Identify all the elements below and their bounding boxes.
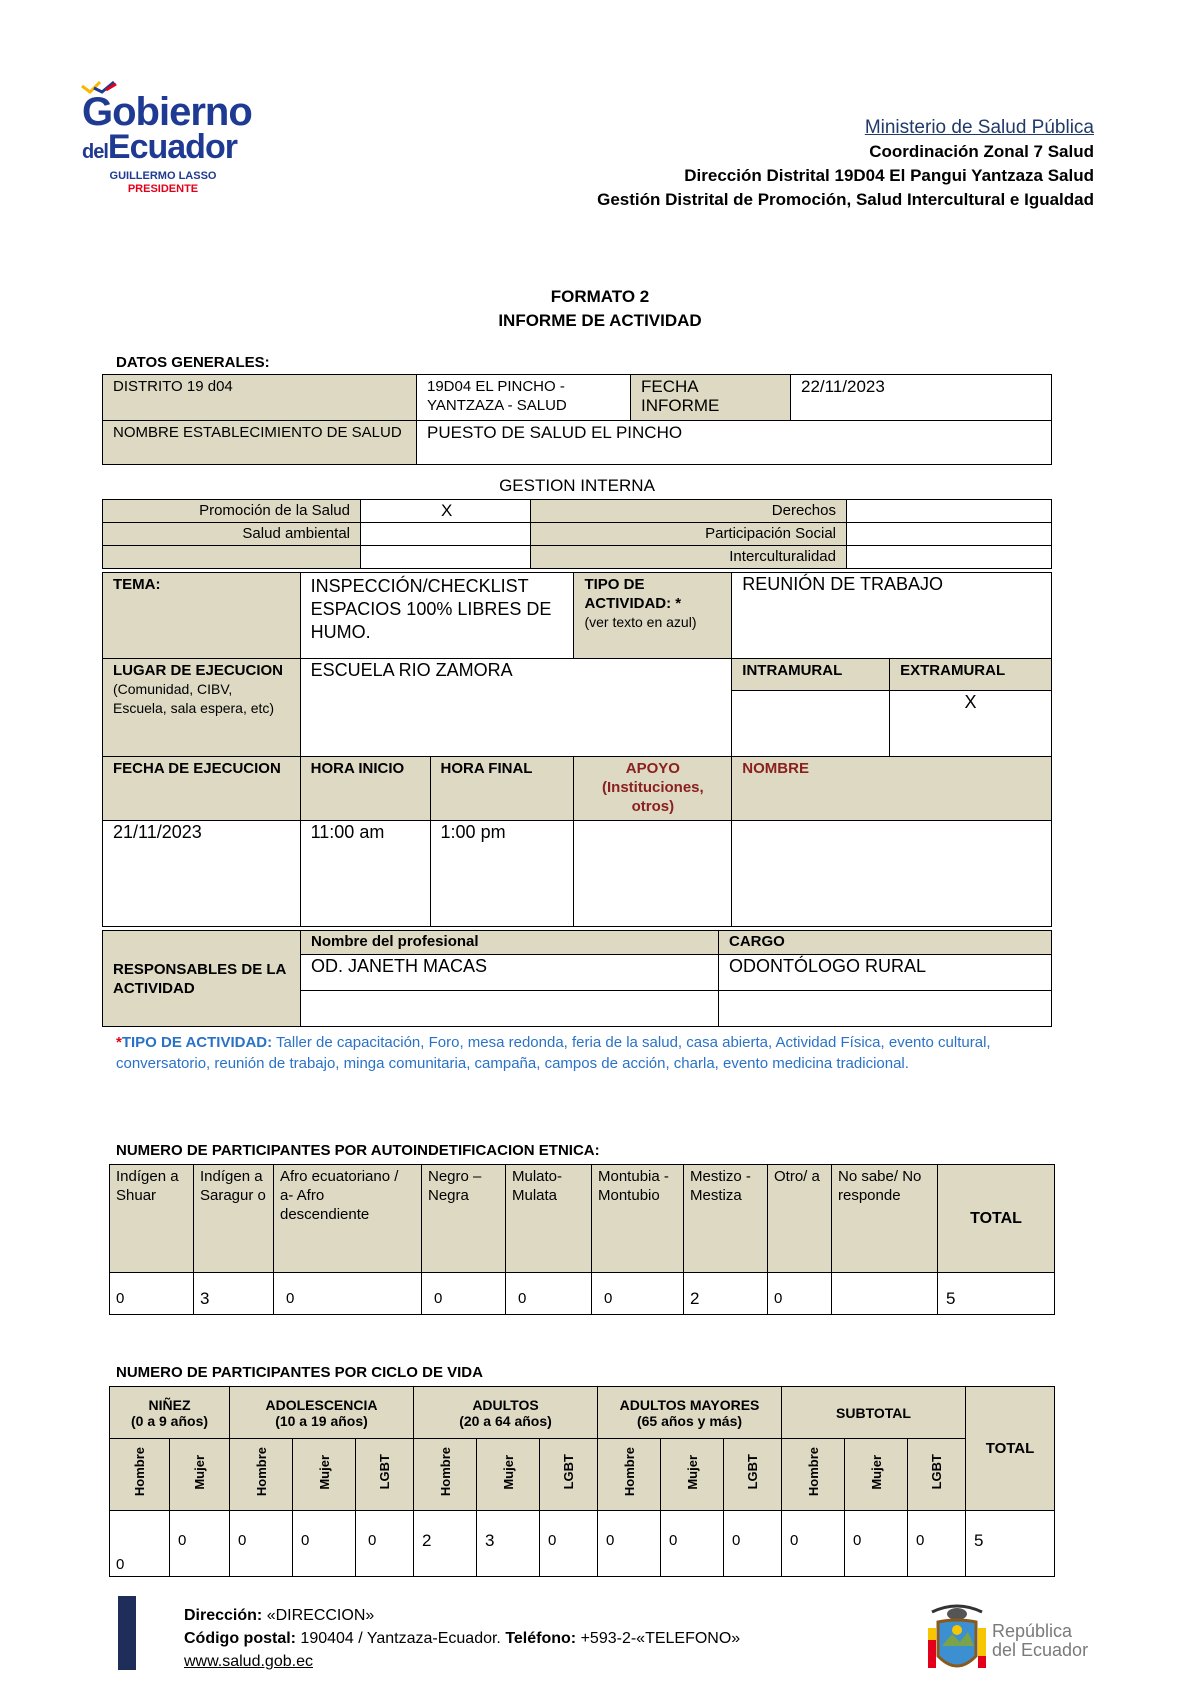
establecimiento-value: PUESTO DE SALUD EL PINCHO (417, 421, 1052, 465)
tipo-actividad-cell (574, 573, 732, 659)
header-line3: Dirección Distrital 19D04 El Pangui Yantzaza Salud (684, 166, 1094, 185)
ciclo-sub-6: Mujer (477, 1439, 540, 1511)
participacion-social-label: Participación Social (531, 523, 847, 546)
footer-text (184, 1604, 740, 1673)
ciclo-sub-4: LGBT (356, 1439, 414, 1511)
etnica-header-7: Otro/ a (768, 1165, 832, 1273)
etnica-header-5: Montubia - Montubio (592, 1165, 684, 1273)
nombre-label: NOMBRE (732, 757, 1052, 821)
actividad-table (102, 572, 1052, 927)
profesional-label: Nombre del profesional (301, 931, 719, 955)
ciclo-value-3: 0 (293, 1511, 356, 1577)
ciclo-value-6: 3 (477, 1511, 540, 1577)
ciclo-sub-2: Hombre (230, 1439, 293, 1511)
extramural-mark: X (890, 691, 1052, 757)
ciclo-group-ninez: NIÑEZ (0 a 9 años) (110, 1387, 230, 1439)
etnica-header-0: Indígen a Shuar (110, 1165, 194, 1273)
ciclo-sub-5: Hombre (414, 1439, 477, 1511)
promocion-salud-label: Promoción de la Salud (103, 500, 361, 523)
apoyo-label: APOYO (Instituciones, otros) (574, 757, 732, 821)
hora-inicio-label: HORA INICIO (300, 757, 430, 821)
ciclo-sub-header-row (110, 1439, 1055, 1511)
salud-ambiental-label: Salud ambiental (103, 523, 361, 546)
ciclo-value-0: 0 (110, 1511, 170, 1577)
cargo-value: ODONTÓLOGO RURAL (719, 955, 1052, 991)
interculturalidad-label: Interculturalidad (531, 546, 847, 569)
hora-final-value: 1:00 pm (430, 821, 574, 927)
hora-final-label: HORA FINAL (430, 757, 574, 821)
ciclo-title: NUMERO DE PARTICIPANTES POR CICLO DE VIDA (116, 1364, 483, 1381)
ciclo-value-9: 0 (661, 1511, 724, 1577)
ciclo-sub-3: Mujer (293, 1439, 356, 1511)
responsables-label: RESPONSABLES DE LA ACTIVIDAD (103, 931, 301, 1027)
ciclo-value-1: 0 (170, 1511, 230, 1577)
profesional-empty (301, 991, 719, 1027)
ciclo-group-subtotal: SUBTOTAL (782, 1387, 966, 1439)
footer-website-link[interactable]: www.salud.gob.ec (184, 1653, 313, 1670)
logo-line1: Gobierno (82, 90, 252, 134)
ciclo-group-adolescencia: ADOLESCENCIA (10 a 19 años) (230, 1387, 414, 1439)
tema-label: TEMA: (103, 573, 301, 659)
fecha-ejecucion-label: FECHA DE EJECUCION (103, 757, 301, 821)
salud-ambiental-value (361, 523, 531, 546)
ciclo-value-12: 0 (845, 1511, 908, 1577)
ciclo-sub-10: LGBT (724, 1439, 782, 1511)
promocion-salud-mark: X (361, 500, 531, 523)
ciclo-value-13: 0 (908, 1511, 966, 1577)
header-block (597, 116, 1094, 212)
gestion-interna-table (102, 499, 1052, 569)
ciclo-sub-0: Hombre (110, 1439, 170, 1511)
profesional-value: OD. JANETH MACAS (301, 955, 719, 991)
ciclo-value-8: 0 (598, 1511, 661, 1577)
apoyo-value (574, 821, 732, 927)
establecimiento-label: NOMBRE ESTABLECIMIENTO DE SALUD (103, 421, 417, 465)
gestion-interna-title: GESTION INTERNA (499, 476, 655, 495)
ministry-name: Ministerio de Salud Pública (864, 117, 1094, 138)
republica-text: República del Ecuador (992, 1621, 1089, 1660)
etnica-title: NUMERO DE PARTICIPANTES POR AUTOINDETIFICACION ETNICA: (116, 1142, 600, 1159)
extramural-label: EXTRAMURAL (890, 659, 1052, 691)
etnica-value-8 (832, 1273, 938, 1315)
tipo-actividad-value: REUNIÓN DE TRABAJO (732, 573, 1052, 659)
datos-generales-label: DATOS GENERALES: (116, 354, 270, 371)
ciclo-sub-13: LGBT (908, 1439, 966, 1511)
datos-generales-table (102, 374, 1052, 465)
etnica-table (109, 1164, 1055, 1315)
footer-bar (118, 1596, 136, 1670)
cargo-empty (719, 991, 1052, 1027)
lugar-cell (103, 659, 301, 757)
ciclo-value-2: 0 (230, 1511, 293, 1577)
distrito-value: 19D04 EL PINCHO - YANTZAZA - SALUD (417, 375, 631, 421)
ciclo-sub-7: LGBT (540, 1439, 598, 1511)
etnica-value-4: 0 (506, 1273, 592, 1315)
etnica-value-total: 5 (938, 1273, 1055, 1315)
etnica-value-6: 2 (684, 1273, 768, 1315)
tipo-actividad-label: TIPO DE ACTIVIDAD: * (584, 576, 682, 612)
ciclo-sub-11: Hombre (782, 1439, 845, 1511)
etnica-header-4: Mulato- Mulata (506, 1165, 592, 1273)
intramural-value (732, 691, 890, 757)
tipo-actividad-note: (ver texto en azul) (584, 614, 697, 630)
ciclo-sub-9: Mujer (661, 1439, 724, 1511)
distrito-label: DISTRITO 19 d04 (103, 375, 417, 421)
ciclo-value-5: 2 (414, 1511, 477, 1577)
gobierno-logo (70, 80, 250, 195)
tipo-actividad-note-text: *TIPO DE ACTIVIDAD: Taller de capacitación, Foro, mesa redonda, feria de la salud, casa abierta, Actividad Física, evento cultural, conversatorio, reunión de trabajo, minga comunitaria, campaña, campos de acción, charla, evento medicina tradicional. (116, 1034, 991, 1072)
etnica-header-1: Indígen a Saragur o (194, 1165, 274, 1273)
etnica-value-3: 0 (422, 1273, 506, 1315)
etnica-value-1: 3 (194, 1273, 274, 1315)
ciclo-table (109, 1386, 1055, 1577)
footer-direccion: Dirección: «DIRECCION» (184, 1607, 375, 1624)
etnica-header-total: TOTAL (938, 1165, 1055, 1273)
coat-of-arms-icon (922, 1598, 992, 1684)
derechos-value (847, 500, 1052, 523)
etnica-value-5: 0 (592, 1273, 684, 1315)
tema-value: INSPECCIÓN/CHECKLIST ESPACIOS 100% LIBRES DE HUMO. (300, 573, 574, 659)
fecha-ejecucion-value: 21/11/2023 (103, 821, 301, 927)
header-line4: Gestión Distrital de Promoción, Salud Intercultural e Igualdad (597, 190, 1094, 209)
logo-line3: GUILLERMO LASSO PRESIDENTE (109, 170, 217, 195)
derechos-label: Derechos (531, 500, 847, 523)
empty-value-cell (361, 546, 531, 569)
etnica-header-2: Afro ecuatoriano / a- Afro descendiente (274, 1165, 422, 1273)
cargo-label: CARGO (719, 931, 1052, 955)
ciclo-sub-12: Mujer (845, 1439, 908, 1511)
ciclo-total-value: 5 (966, 1511, 1055, 1577)
ciclo-value-10: 0 (724, 1511, 782, 1577)
footer-contacto: Código postal: 190404 / Yantzaza-Ecuador. Teléfono: +593-2-«TELEFONO» (184, 1630, 741, 1647)
intramural-label: INTRAMURAL (732, 659, 890, 691)
logo-line2: delEcuador (82, 128, 237, 166)
ciclo-total-label: TOTAL (966, 1387, 1055, 1511)
republica-logo (922, 1598, 1092, 1684)
etnica-header-8: No sabe/ No responde (832, 1165, 938, 1273)
interculturalidad-value (847, 546, 1052, 569)
fecha-informe-value: 22/11/2023 (791, 375, 1052, 421)
etnica-value-2: 0 (274, 1273, 422, 1315)
ciclo-group-adultos: ADULTOS (20 a 64 años) (414, 1387, 598, 1439)
lugar-note: (Comunidad, CIBV, Escuela, sala espera, etc) (113, 681, 275, 716)
etnica-header-3: Negro – Negra (422, 1165, 506, 1273)
ciclo-value-7: 0 (540, 1511, 598, 1577)
document-title: FORMATO 2 INFORME DE ACTIVIDAD (498, 287, 702, 330)
empty-label-cell (103, 546, 361, 569)
fecha-informe-label: FECHA INFORME (631, 375, 791, 421)
header-line2: Coordinación Zonal 7 Salud (869, 142, 1094, 161)
ciclo-value-4: 0 (356, 1511, 414, 1577)
participacion-social-value (847, 523, 1052, 546)
etnica-value-0: 0 (110, 1273, 194, 1315)
lugar-value: ESCUELA RIO ZAMORA (300, 659, 732, 757)
ciclo-sub-8: Hombre (598, 1439, 661, 1511)
ciclo-group-adultos-mayores: ADULTOS MAYORES (65 años y más) (598, 1387, 782, 1439)
responsables-table (102, 930, 1052, 1027)
ciclo-sub-1: Mujer (170, 1439, 230, 1511)
lugar-label: LUGAR DE EJECUCION (113, 662, 284, 679)
ciclo-value-11: 0 (782, 1511, 845, 1577)
nombre-value (732, 821, 1052, 927)
etnica-header-6: Mestizo -Mestiza (684, 1165, 768, 1273)
etnica-value-7: 0 (768, 1273, 832, 1315)
hora-inicio-value: 11:00 am (300, 821, 430, 927)
